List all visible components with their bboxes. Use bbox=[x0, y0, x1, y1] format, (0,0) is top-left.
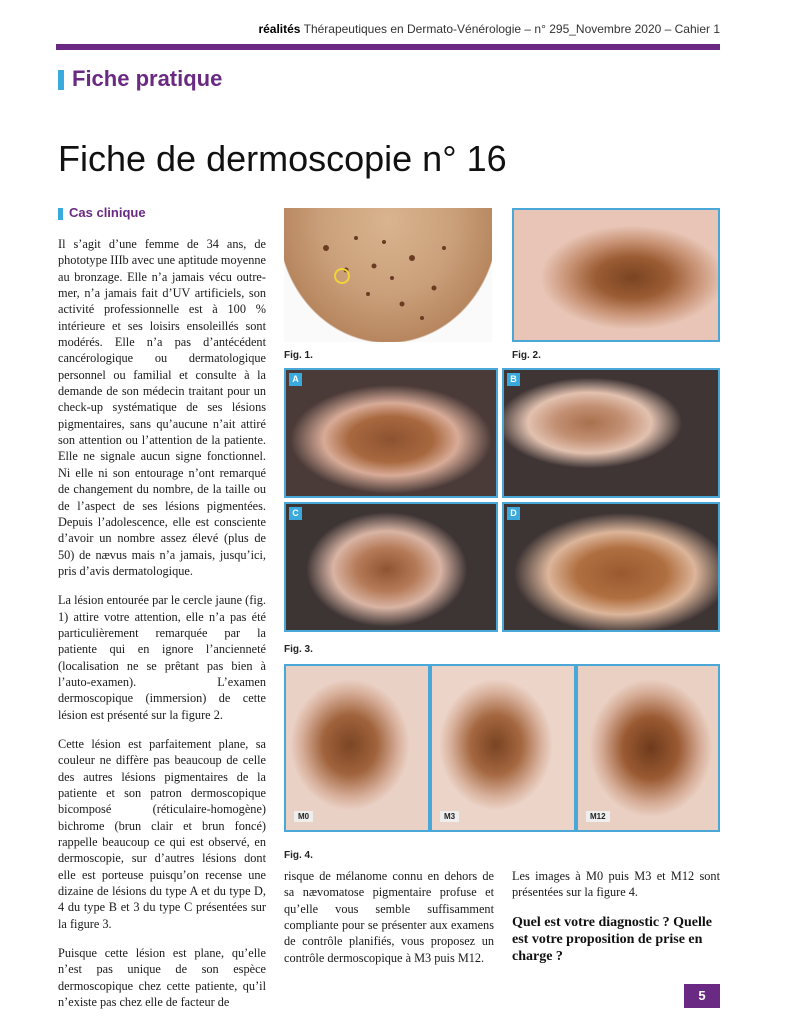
caption-fig-2: Fig. 2. bbox=[512, 350, 541, 361]
figure-4-m3-dermoscopy bbox=[430, 664, 576, 832]
figure-4-tag-m3: M3 bbox=[440, 811, 459, 822]
section-kicker bbox=[58, 66, 222, 92]
section-heading bbox=[58, 205, 146, 220]
kicker-square-icon bbox=[58, 70, 64, 90]
figure-3b-dermoscopy bbox=[502, 368, 720, 498]
kicker-label: Fiche pratique bbox=[72, 66, 223, 91]
caption-fig-4: Fig. 4. bbox=[284, 850, 313, 861]
figure-4-m0-dermoscopy bbox=[284, 664, 430, 832]
figure-1-moles bbox=[284, 208, 492, 342]
figure-3d-dermoscopy bbox=[502, 502, 720, 632]
paragraph-3: Cette lésion est parfaitement plane, sa couleur ne diffère pas beaucoup de celle des autres lésions pigmentaires de la patiente et son patron dermoscopique bicomposé (réticulaire-homogène) bichrome (brun clair et brun foncé) rappelle beaucoup ce qui est observé, en dermoscopie, sur d’autres lésions dont elle est porteuse puisqu’on recense une dizaine de lésions du type A et du type D, 4 du type B et 3 du type C présentées sur la figure 3. bbox=[58, 736, 266, 931]
figure-4-m12-dermoscopy bbox=[576, 664, 720, 832]
paragraph-6: Les images à M0 puis M3 et M12 sont présentées sur la figure 4. bbox=[512, 869, 720, 900]
figure-2-dermoscopy bbox=[512, 208, 720, 342]
figure-3c-dermoscopy bbox=[284, 502, 498, 632]
figure-3-tag-c: C bbox=[289, 507, 302, 520]
figure-4-tag-m0: M0 bbox=[294, 811, 313, 822]
paragraph-4: Puisque cette lésion est plane, qu’elle n’est pas unique de son espèce dermoscopique chez cette patiente, qu’il n’existe pas chez elle de facteur de bbox=[58, 946, 266, 1010]
caption-fig-1: Fig. 1. bbox=[284, 350, 313, 361]
text-column-1 bbox=[58, 236, 266, 1023]
running-header bbox=[60, 22, 720, 36]
text-column-3 bbox=[512, 868, 720, 978]
figure-1-photo bbox=[284, 208, 492, 342]
header-journal: Thérapeutiques en Dermato-Vénérologie – n° 295_Novembre 2020 – Cahier 1 bbox=[303, 22, 720, 36]
header-brand: réalités bbox=[258, 22, 301, 36]
paragraph-5: risque de mélanome connu en dehors de sa nævomatose pigmentaire profuse et qu’elle vous semble suffisamment compliante pour se présenter aux examens de contrôle planifiés, vous proposez un contrôle dermoscopique à M3 puis M12. bbox=[284, 869, 494, 965]
text-column-2 bbox=[284, 868, 494, 979]
figure-3a-dermoscopy bbox=[284, 368, 498, 498]
caption-fig-3: Fig. 3. bbox=[284, 644, 313, 655]
section-heading-label: Cas clinique bbox=[69, 205, 146, 220]
page-number: 5 bbox=[684, 984, 720, 1008]
figure-4-tag-m12: M12 bbox=[586, 811, 610, 822]
header-rule bbox=[56, 44, 720, 50]
figure-3-tag-b: B bbox=[507, 373, 520, 386]
page-title: Fiche de dermoscopie n° 16 bbox=[58, 138, 507, 179]
figure-3-tag-a: A bbox=[289, 373, 302, 386]
question-text: Quel est votre diagnostic ? Quelle est votre proposition de prise en charge ? bbox=[512, 914, 712, 964]
paragraph-2: La lésion entourée par le cercle jaune (fig. 1) attire votre attention, elle n’a pas été particulièrement remarquée par la patiente qui en ignore l’ancienneté (localisation ne se prêtant pas bien à l’auto-examen). L’examen dermoscopique (immersion) de cette lésion est présenté sur la figure 2. bbox=[58, 593, 266, 722]
paragraph-1: Il s’agit d’une femme de 34 ans, de phototype IIIb avec une aptitude moyenne au bronzage. Elle n’a jamais vécu outre-mer, n’a jamais fait d’UV artificiels, son activité professionnelle est à 100 % intérieure et ses loisirs ensoleillés sont modérés. Elle n’a pas d’antécédent cancérologique ou dermatologique personnel ou familial et consulte à la demande de son médecin traitant pour un check-up systématique de ses lésions pigmentaires, sans qu’aucune n’ait attiré son attention ou l’attention de la patiente. Elle ne signale aucun signe fonctionnel. Ni elle ni son entourage n’ont remarqué de changement du nombre, de la taille ou de l’aspect de ses lésions pigmentées. Depuis l’adolescence, elle est consciente d’avoir un nombre assez élevé (plus de 50) de nævus mais n’a jamais, jusqu’ici, pris d’avis dermatologique. bbox=[58, 237, 266, 578]
figure-3-tag-d: D bbox=[507, 507, 520, 520]
section-square-icon bbox=[58, 208, 63, 220]
